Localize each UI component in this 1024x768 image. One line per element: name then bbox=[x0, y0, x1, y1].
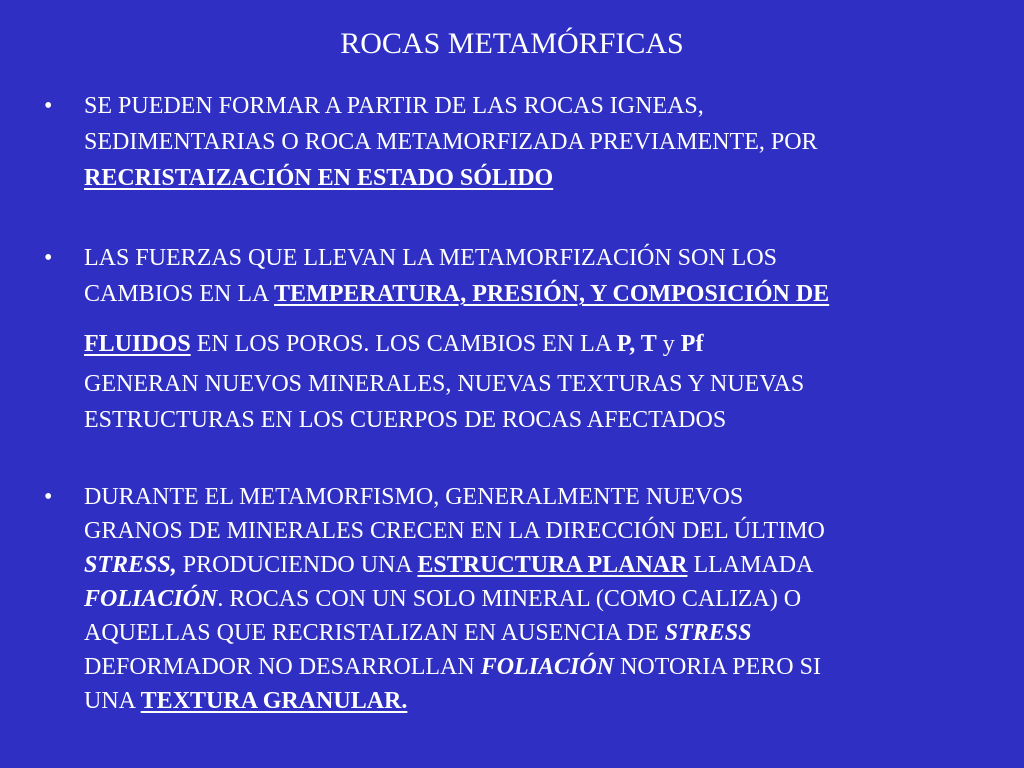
text-line: DURANTE EL METAMORFISMO, GENERALMENTE NUEVOS bbox=[84, 484, 744, 510]
bullet-text-1 bbox=[84, 88, 989, 196]
bullet-marker: • bbox=[44, 484, 53, 510]
text-line bbox=[84, 160, 989, 196]
variable-p: P, bbox=[616, 331, 636, 357]
bullet-marker: • bbox=[44, 245, 53, 271]
emphasis-text: TEMPERATURA, PRESIÓN, Y COMPOSICIÓN DE bbox=[274, 281, 830, 307]
text-fragment: UNA bbox=[84, 688, 141, 714]
emphasis-text: FLUIDOS bbox=[84, 331, 191, 357]
slide-title: ROCAS METAMÓRFICAS bbox=[340, 27, 684, 60]
emphasis-italic: FOLIACIÓN bbox=[84, 586, 218, 612]
text-line: SE PUEDEN FORMAR A PARTIR DE LAS ROCAS IGNEAS, bbox=[84, 93, 704, 119]
text-fragment: PRODUCIENDO UNA bbox=[176, 552, 418, 578]
text-fragment: DEFORMADOR NO DESARROLLAN bbox=[84, 654, 481, 680]
text-line bbox=[84, 276, 989, 312]
text-line: SEDIMENTARIAS O ROCA METAMORFIZADA PREVIAMENTE, POR bbox=[84, 129, 818, 155]
text-fragment: . ROCAS CON UN SOLO MINERAL (COMO CALIZA) O bbox=[217, 586, 802, 612]
text-line bbox=[84, 616, 989, 650]
text-fragment: NOTORIA PERO SI bbox=[614, 654, 821, 680]
text-line bbox=[84, 312, 989, 360]
text-fragment: EN LOS POROS. LOS CAMBIOS EN LA bbox=[190, 331, 617, 357]
emphasis-text: RECRISTAIZACIÓN EN ESTADO SÓLIDO bbox=[84, 165, 554, 191]
emphasis-italic: FOLIACIÓN bbox=[480, 654, 615, 680]
text-line bbox=[84, 650, 989, 684]
text-line bbox=[84, 548, 989, 582]
bullet-text-3 bbox=[84, 480, 989, 718]
emphasis-italic: STRESS bbox=[664, 620, 752, 646]
text-fragment: LLAMADA bbox=[687, 552, 814, 578]
text-line: GENERAN NUEVOS MINERALES, NUEVAS TEXTURAS Y NUEVAS bbox=[84, 371, 805, 397]
text-line bbox=[84, 582, 989, 616]
bullet-text-2 bbox=[84, 240, 989, 438]
bullet-marker: • bbox=[44, 93, 53, 119]
text-line: GRANOS DE MINERALES CRECEN EN LA DIRECCIÓN DEL ÚLTIMO bbox=[84, 518, 825, 544]
emphasis-text: ESTRUCTURA PLANAR bbox=[417, 552, 688, 578]
variable-t: T bbox=[635, 331, 657, 357]
text-line: ESTRUCTURAS EN LOS CUERPOS DE ROCAS AFECTADOS bbox=[84, 407, 727, 433]
text-fragment: AQUELLAS QUE RECRISTALIZAN EN AUSENCIA DE bbox=[84, 620, 665, 646]
text-fragment: CAMBIOS EN LA bbox=[84, 281, 275, 307]
emphasis-italic: STRESS, bbox=[84, 552, 177, 578]
variable-pf: Pf bbox=[680, 331, 704, 357]
emphasis-text: TEXTURA GRANULAR. bbox=[140, 688, 408, 714]
text-line: LAS FUERZAS QUE LLEVAN LA METAMORFIZACIÓN SON LOS bbox=[84, 245, 777, 271]
text-fragment: y bbox=[656, 331, 681, 357]
text-line bbox=[84, 684, 989, 718]
